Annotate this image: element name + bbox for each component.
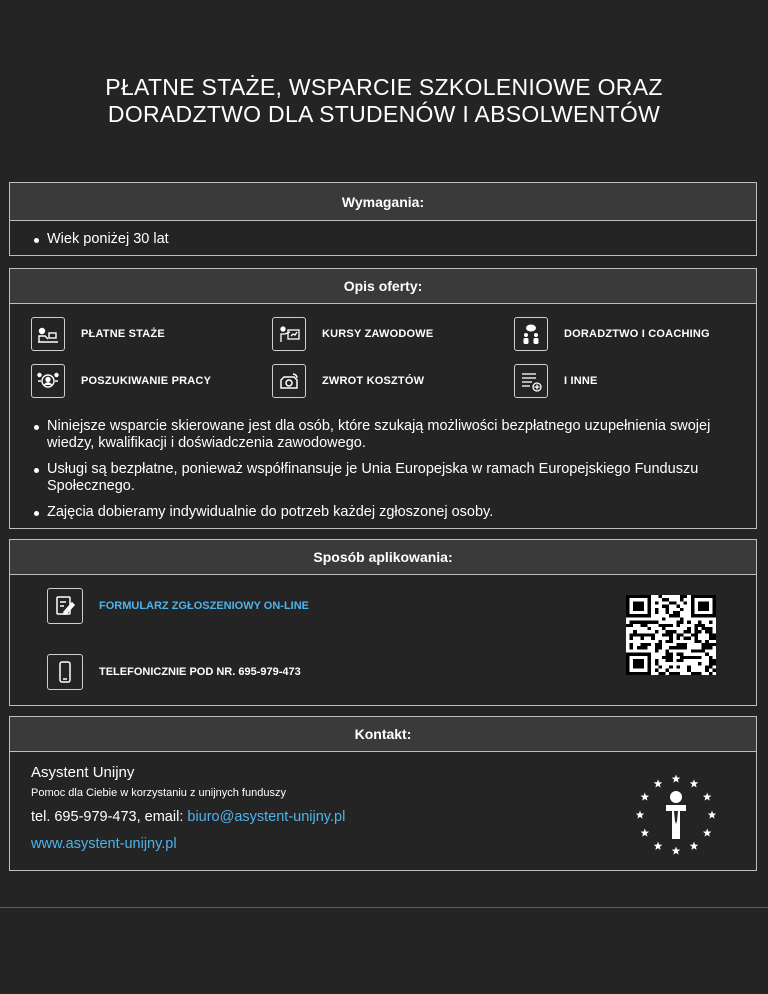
offer-header: Opis oferty: — [10, 269, 756, 304]
offer-description-list — [10, 402, 756, 521]
feature-label: POSZUKIWANIE PRACY — [81, 375, 212, 387]
apply-section — [9, 539, 757, 706]
requirements-section — [9, 182, 757, 256]
offer-bullet: Zajęcia dobieramy indywidualnie do potrzeb każdej zgłoszonej osoby. — [10, 504, 756, 521]
feature-consulting — [514, 317, 710, 351]
contact-section — [9, 716, 757, 871]
feature-label: DORADZTWO I COACHING — [564, 328, 710, 340]
offer-bullet: Niniejsze wsparcie skierowane jest dla osób, które szukają możliwości bezpłatnego uzupełnienia swojej wiedzy, kwalifikacji i doświadczenia zawodowego. — [10, 418, 756, 452]
page-title-line-1: PŁATNE STAŻE, WSPARCIE SZKOLENIOWE ORAZ — [105, 74, 663, 100]
feature-other — [514, 364, 598, 398]
online-form-row[interactable] — [47, 588, 309, 624]
feature-paid-internships — [31, 317, 165, 351]
offer-bullet: Usługi są bezpłatne, ponieważ współfinansuje je Unia Europejska w ramach Europejskiego Funduszu Społecznego. — [10, 461, 756, 495]
job-search-icon — [31, 364, 65, 398]
page-title-line-2: DORADZTWO DLA STUDENÓW I ABSOLWENTÓW — [107, 101, 661, 127]
contact-header: Kontakt: — [10, 717, 756, 752]
form-edit-icon — [47, 588, 83, 624]
feature-cost-refund — [272, 364, 424, 398]
eu-stars-logo-icon — [636, 773, 716, 857]
desk-worker-icon — [31, 317, 65, 351]
online-form-link[interactable]: FORMULARZ ZGŁOSZENIOWY ON-LINE — [99, 600, 310, 612]
requirement-item: Wiek poniżej 30 lat — [10, 231, 756, 248]
footer-divider — [0, 907, 768, 908]
list-add-icon — [514, 364, 548, 398]
qr-code[interactable] — [626, 595, 716, 675]
company-tagline: Pomoc dla Ciebie w korzystaniu z unijnych funduszy — [31, 787, 286, 799]
mobile-phone-icon — [47, 654, 83, 690]
requirements-header: Wymagania: — [10, 183, 756, 221]
cost-refund-icon — [272, 364, 306, 398]
phone-row — [47, 654, 301, 690]
offer-section — [9, 268, 757, 529]
contact-email-link[interactable]: biuro@asystent-unijny.pl — [187, 809, 346, 825]
page-title — [0, 74, 768, 128]
feature-vocational-courses — [272, 317, 433, 351]
presentation-icon — [272, 317, 306, 351]
company-name: Asystent Unijny — [31, 764, 135, 781]
contact-phone: tel. 695-979-473, email: — [31, 809, 188, 825]
feature-label: PŁATNE STAŻE — [81, 328, 165, 340]
requirements-list — [10, 221, 756, 248]
feature-label: ZWROT KOSZTÓW — [322, 375, 425, 387]
contact-phone-email — [31, 809, 345, 825]
phone-label: TELEFONICZNIE POD NR. 695-979-473 — [99, 666, 301, 678]
consulting-icon — [514, 317, 548, 351]
offer-features — [10, 304, 756, 402]
feature-label: KURSY ZAWODOWE — [322, 328, 434, 340]
feature-job-search — [31, 364, 211, 398]
website-link[interactable]: www.asystent-unijny.pl — [31, 836, 177, 852]
apply-header: Sposób aplikowania: — [10, 540, 756, 575]
feature-label: I INNE — [564, 375, 598, 387]
